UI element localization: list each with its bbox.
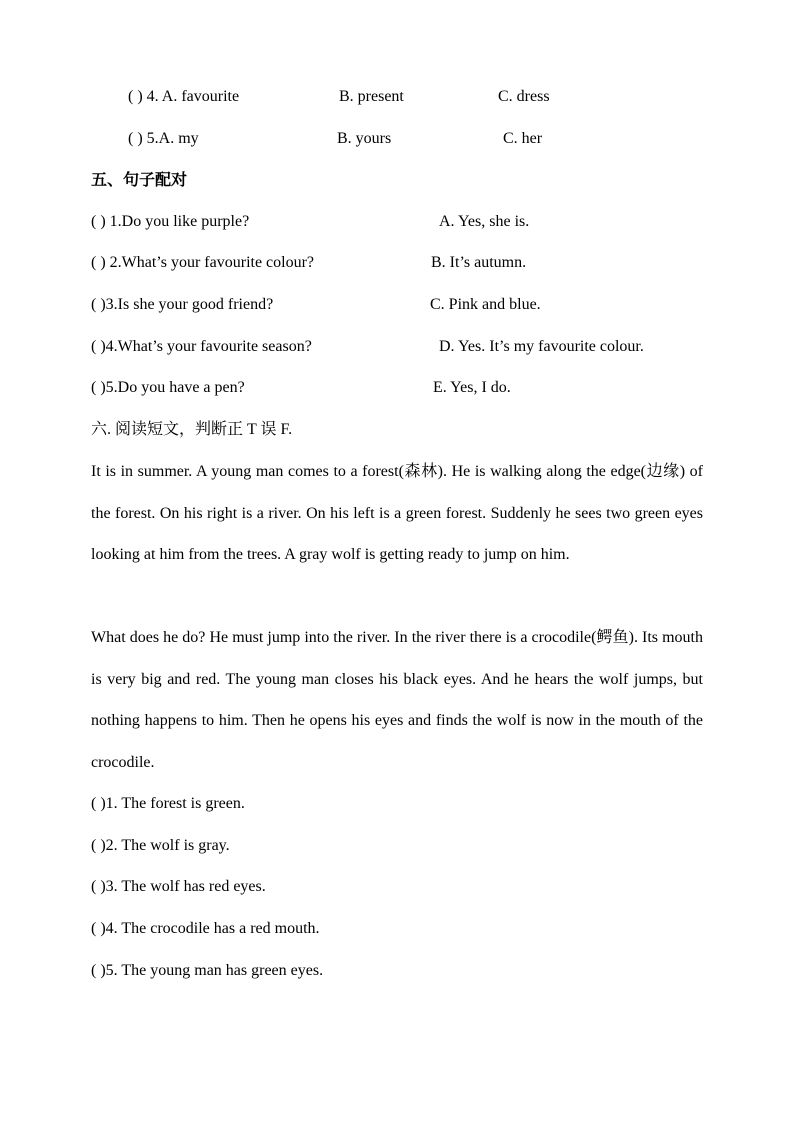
tf-statement-1: ( )1. The forest is green. — [91, 795, 245, 812]
reading-paragraph-2: What does he do? He must jump into the river. In the river there is a crocodile(鳄鱼). Its mouth is very big and red. The young man closes his black eyes. And he hears the wolf jumps, but nothing happens to him. Then he opens his eyes and finds the wolf is now in the mouth of the crocodile. — [91, 629, 703, 771]
match-answer-b: B. It’s autumn. — [431, 254, 527, 271]
choice-5-question: ( ) 5.A. my — [128, 130, 199, 147]
match-answer-d: D. Yes. It’s my favourite colour. — [439, 338, 644, 355]
tf-statement-4: ( )4. The crocodile has a red mouth. — [91, 920, 320, 937]
match-question-3: ( )3.Is she your good friend? — [91, 296, 274, 313]
choice-5-option-c: C. her — [503, 130, 543, 147]
section-6-heading: 六. 阅读短文，判断正 T 误 F. — [91, 421, 293, 438]
match-question-4: ( )4.What’s your favourite season? — [91, 338, 312, 355]
reading-paragraph-1: It is in summer. A young man comes to a forest(森林). He is walking along the edge(边缘) of the forest. On his right is a river. On his left is a green forest. Suddenly he sees two green eyes looking at him from the trees. A gray wolf is getting ready to jump on him. — [91, 463, 703, 563]
tf-statement-2: ( )2. The wolf is gray. — [91, 837, 230, 854]
match-question-5: ( )5.Do you have a pen? — [91, 379, 245, 396]
section-5-heading: 五、句子配对 — [91, 170, 188, 189]
match-answer-c: C. Pink and blue. — [430, 296, 541, 313]
match-answer-e: E. Yes, I do. — [433, 379, 511, 396]
choice-4-question: ( ) 4. A. favourite — [128, 88, 240, 105]
choice-5-option-b: B. yours — [337, 130, 392, 147]
match-question-2: ( ) 2.What’s your favourite colour? — [91, 254, 315, 271]
match-question-1: ( ) 1.Do you like purple? — [91, 213, 250, 230]
tf-statement-3: ( )3. The wolf has red eyes. — [91, 878, 266, 895]
tf-statement-5: ( )5. The young man has green eyes. — [91, 962, 324, 979]
choice-4-option-c: C. dress — [498, 88, 550, 105]
match-answer-a: A. Yes, she is. — [439, 213, 530, 230]
choice-4-option-b: B. present — [339, 88, 404, 105]
